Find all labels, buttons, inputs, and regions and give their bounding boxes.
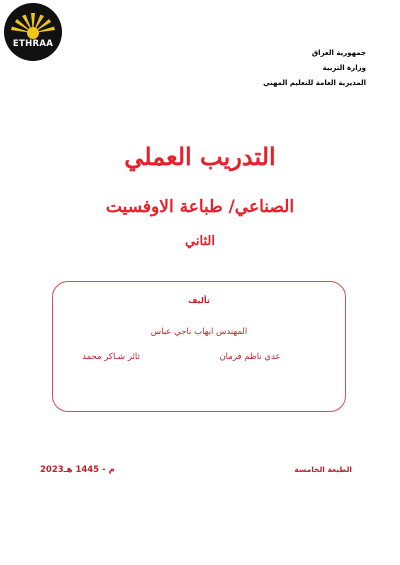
sunburst-icon bbox=[4, 3, 62, 61]
header-directorate: المديرية العامة للتعليم المهني bbox=[263, 79, 366, 87]
book-title: التدريب العملي bbox=[124, 142, 276, 171]
ministry-header bbox=[166, 46, 366, 91]
authors-label: تأليف bbox=[188, 296, 210, 305]
year-separator: - bbox=[99, 465, 109, 475]
year-gregorian: 2023م bbox=[40, 465, 115, 475]
year-hijri: 1445 هـ bbox=[63, 465, 100, 475]
author-name: ثائر شـاكر محمد bbox=[82, 352, 140, 362]
publication-year bbox=[40, 465, 115, 475]
ethraa-logo bbox=[4, 3, 62, 61]
author-name: المهندس ايهاب ناجي عباس bbox=[150, 327, 248, 337]
book-grade: الثاني bbox=[185, 234, 215, 249]
header-country: جمهورية العراق bbox=[311, 49, 366, 57]
author-name: عدي ناظم فرمان bbox=[219, 352, 281, 362]
logo-text: ETHRAA bbox=[12, 39, 54, 49]
edition-label: الطبعة الخامسة bbox=[294, 465, 352, 474]
header-ministry: وزارة التربية bbox=[322, 64, 366, 72]
book-subtitle: الصناعي/ طباعة الاوفسيت bbox=[105, 197, 295, 217]
